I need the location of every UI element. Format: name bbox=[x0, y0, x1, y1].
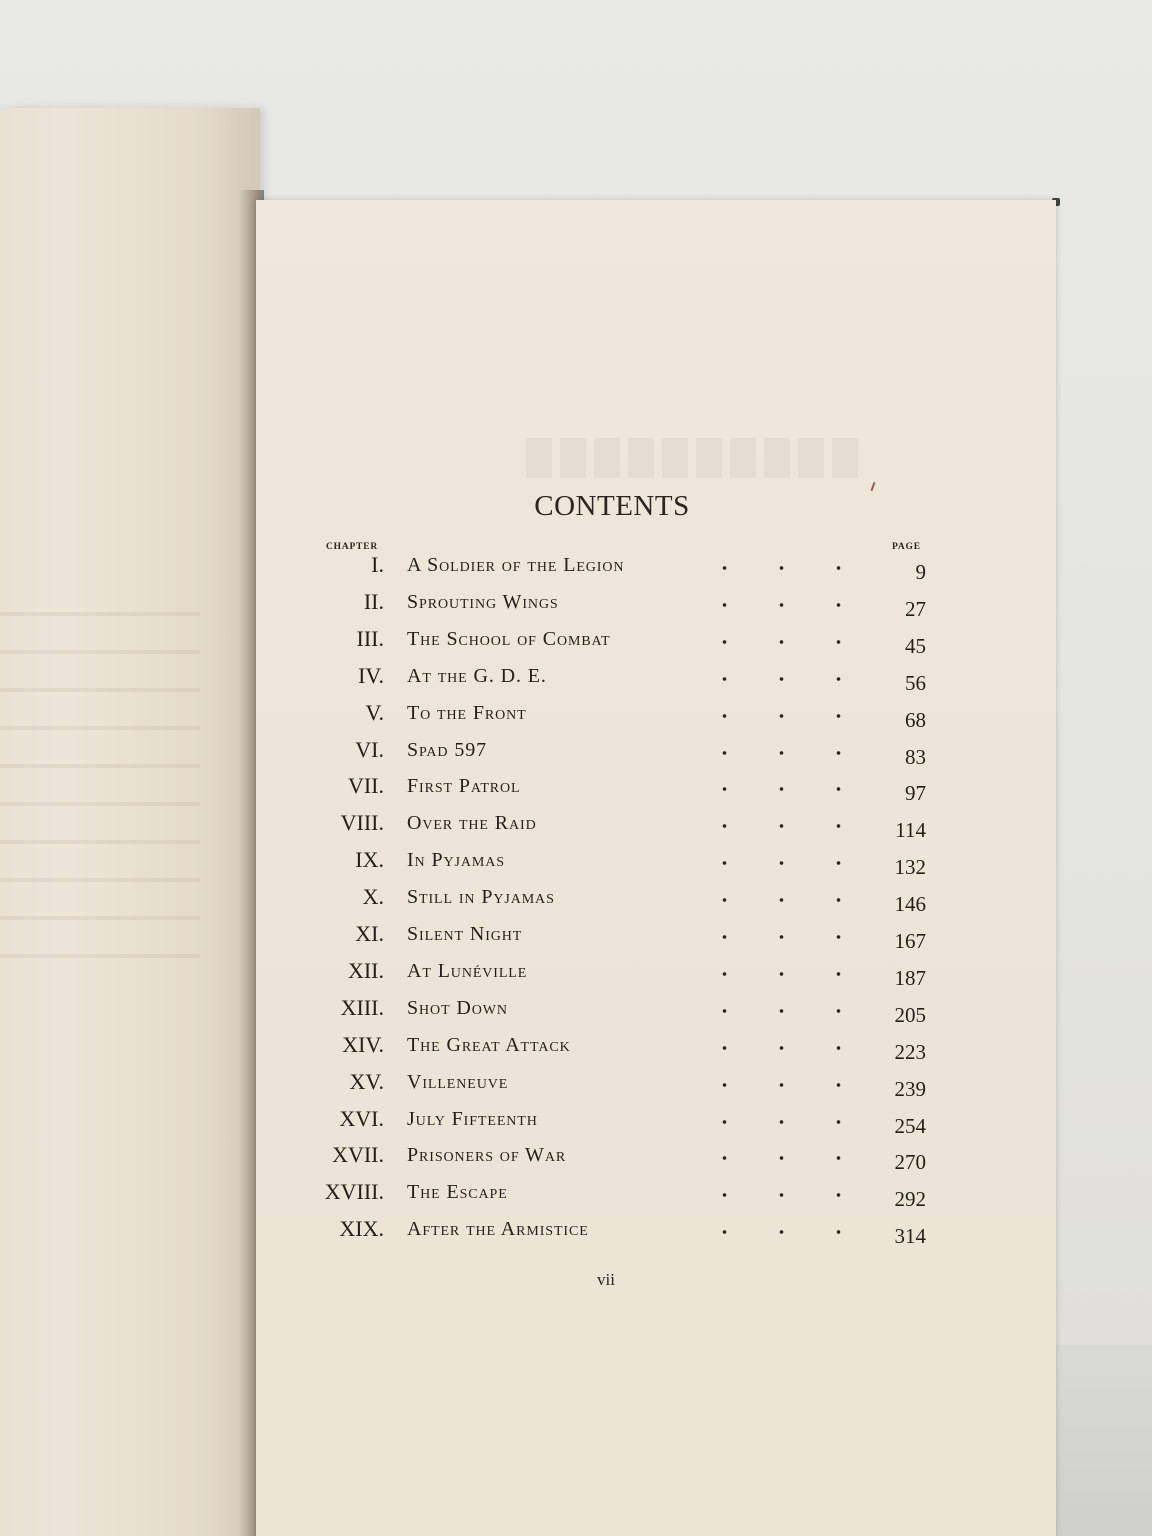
chapter-title: Sprouting Wings bbox=[407, 590, 559, 613]
contents-entry bbox=[256, 1142, 956, 1179]
chapter-page-number: 270 bbox=[894, 1150, 926, 1175]
chapter-number: VIII. bbox=[340, 810, 384, 836]
chapter-title: A Soldier of the Legion bbox=[407, 554, 625, 576]
contents-entry bbox=[256, 810, 956, 847]
dot-leader bbox=[696, 1106, 861, 1130]
chapter-page-number: 114 bbox=[895, 818, 926, 843]
chapter-page-number: 56 bbox=[905, 670, 926, 695]
chapter-title: Silent Night bbox=[407, 923, 523, 945]
chapter-title: At the G. D. E. bbox=[407, 664, 547, 687]
chapter-number: IX. bbox=[355, 847, 384, 873]
chapter-number: I. bbox=[371, 552, 384, 577]
dot-leader bbox=[696, 810, 861, 834]
contents-entry bbox=[256, 1216, 956, 1253]
contents-entry bbox=[256, 1106, 956, 1143]
chapter-number: XIX. bbox=[339, 1216, 384, 1242]
chapter-title: The Escape bbox=[407, 1181, 508, 1204]
contents-entry bbox=[256, 847, 956, 884]
contents-entry bbox=[256, 921, 956, 958]
chapter-title: Still in Pyjamas bbox=[407, 886, 555, 909]
contents-entry bbox=[256, 1179, 956, 1216]
chapter-title: July Fifteenth bbox=[407, 1107, 538, 1130]
chapter-number: VI. bbox=[355, 736, 384, 762]
dot-leader bbox=[696, 552, 861, 576]
contents-entry bbox=[256, 884, 956, 921]
page-column-label: PAGE bbox=[892, 542, 921, 552]
chapter-title: The Great Attack bbox=[407, 1033, 571, 1056]
chapter-page-number: 187 bbox=[894, 965, 926, 990]
contents-entry bbox=[256, 589, 956, 626]
chapter-page-number: 97 bbox=[905, 781, 926, 806]
dot-leader bbox=[696, 663, 861, 687]
contents-entry bbox=[256, 700, 956, 737]
contents-entry bbox=[256, 995, 956, 1032]
chapter-page-number: 314 bbox=[894, 1224, 926, 1249]
contents-entry bbox=[256, 1069, 956, 1106]
show-through-title bbox=[526, 438, 866, 478]
dot-leader bbox=[696, 737, 861, 761]
chapter-title: At Lunéville bbox=[407, 959, 528, 982]
chapter-title: First Patrol bbox=[407, 775, 521, 798]
chapter-number: XVIII. bbox=[324, 1179, 384, 1205]
contents-entry bbox=[256, 773, 956, 810]
chapter-number: XVII. bbox=[332, 1142, 384, 1168]
chapter-page-number: 223 bbox=[894, 1039, 926, 1064]
chapter-page-number: 239 bbox=[894, 1076, 926, 1101]
dot-leader bbox=[696, 700, 861, 724]
chapter-page-number: 146 bbox=[894, 892, 926, 917]
chapter-number: V. bbox=[365, 699, 384, 725]
chapter-number: XIII. bbox=[340, 994, 384, 1020]
contents-entry bbox=[256, 626, 956, 663]
chapter-title: Villeneuve bbox=[407, 1070, 509, 1093]
chapter-number: XIV. bbox=[342, 1031, 384, 1057]
chapter-column-label: CHAPTER bbox=[326, 542, 379, 552]
chapter-number: X. bbox=[362, 884, 384, 910]
dot-leader bbox=[696, 1142, 861, 1166]
contents-entry bbox=[256, 663, 956, 700]
chapter-page-number: 254 bbox=[894, 1113, 926, 1138]
chapter-number: XVI. bbox=[339, 1105, 384, 1131]
left-page bbox=[0, 108, 260, 1536]
chapter-title: After the Armistice bbox=[407, 1218, 589, 1241]
page-number: vii bbox=[597, 1270, 615, 1289]
chapter-page-number: 132 bbox=[894, 855, 926, 880]
chapter-page-number: 83 bbox=[905, 744, 926, 769]
chapter-page-number: 292 bbox=[894, 1187, 926, 1212]
chapter-number: IV. bbox=[358, 662, 384, 688]
dot-leader bbox=[696, 958, 861, 982]
dot-leader bbox=[696, 1179, 861, 1203]
chapter-page-number: 205 bbox=[894, 1002, 926, 1027]
chapter-number: XV. bbox=[349, 1068, 384, 1094]
dot-leader bbox=[696, 847, 861, 871]
dot-leader bbox=[696, 921, 861, 945]
chapter-number: XI. bbox=[355, 921, 384, 946]
chapter-page-number: 27 bbox=[905, 596, 926, 621]
chapter-number: VII. bbox=[347, 773, 384, 799]
chapter-title: To the Front bbox=[407, 701, 527, 724]
dot-leader bbox=[696, 995, 861, 1019]
dot-leader bbox=[696, 626, 861, 650]
page-title: CONTENTS bbox=[534, 490, 690, 522]
dot-leader bbox=[696, 1069, 861, 1093]
chapter-number: XII. bbox=[347, 957, 384, 983]
chapter-title: Spad 597 bbox=[407, 738, 488, 761]
dot-leader bbox=[696, 589, 861, 613]
contents-entry bbox=[256, 737, 956, 774]
dot-leader bbox=[696, 773, 861, 797]
chapter-number: II. bbox=[363, 588, 384, 614]
chapter-title: Over the Raid bbox=[407, 812, 537, 835]
contents-entry bbox=[256, 1032, 956, 1069]
chapter-title: Prisoners of War bbox=[407, 1144, 567, 1167]
chapter-page-number: 167 bbox=[894, 929, 926, 953]
dot-leader bbox=[696, 1216, 861, 1240]
chapter-number: III. bbox=[356, 625, 384, 651]
chapter-page-number: 9 bbox=[915, 560, 926, 584]
chapter-page-number: 68 bbox=[905, 707, 926, 732]
chapter-title: The School of Combat bbox=[407, 627, 611, 650]
dot-leader bbox=[696, 884, 861, 908]
contents-page bbox=[256, 200, 1056, 1536]
show-through-text bbox=[0, 578, 200, 978]
chapter-title: In Pyjamas bbox=[407, 849, 505, 872]
dot-leader bbox=[696, 1032, 861, 1056]
contents-entry bbox=[256, 552, 956, 589]
contents-entry bbox=[256, 958, 956, 995]
chapter-page-number: 45 bbox=[905, 633, 926, 658]
chapter-title: Shot Down bbox=[407, 996, 508, 1019]
